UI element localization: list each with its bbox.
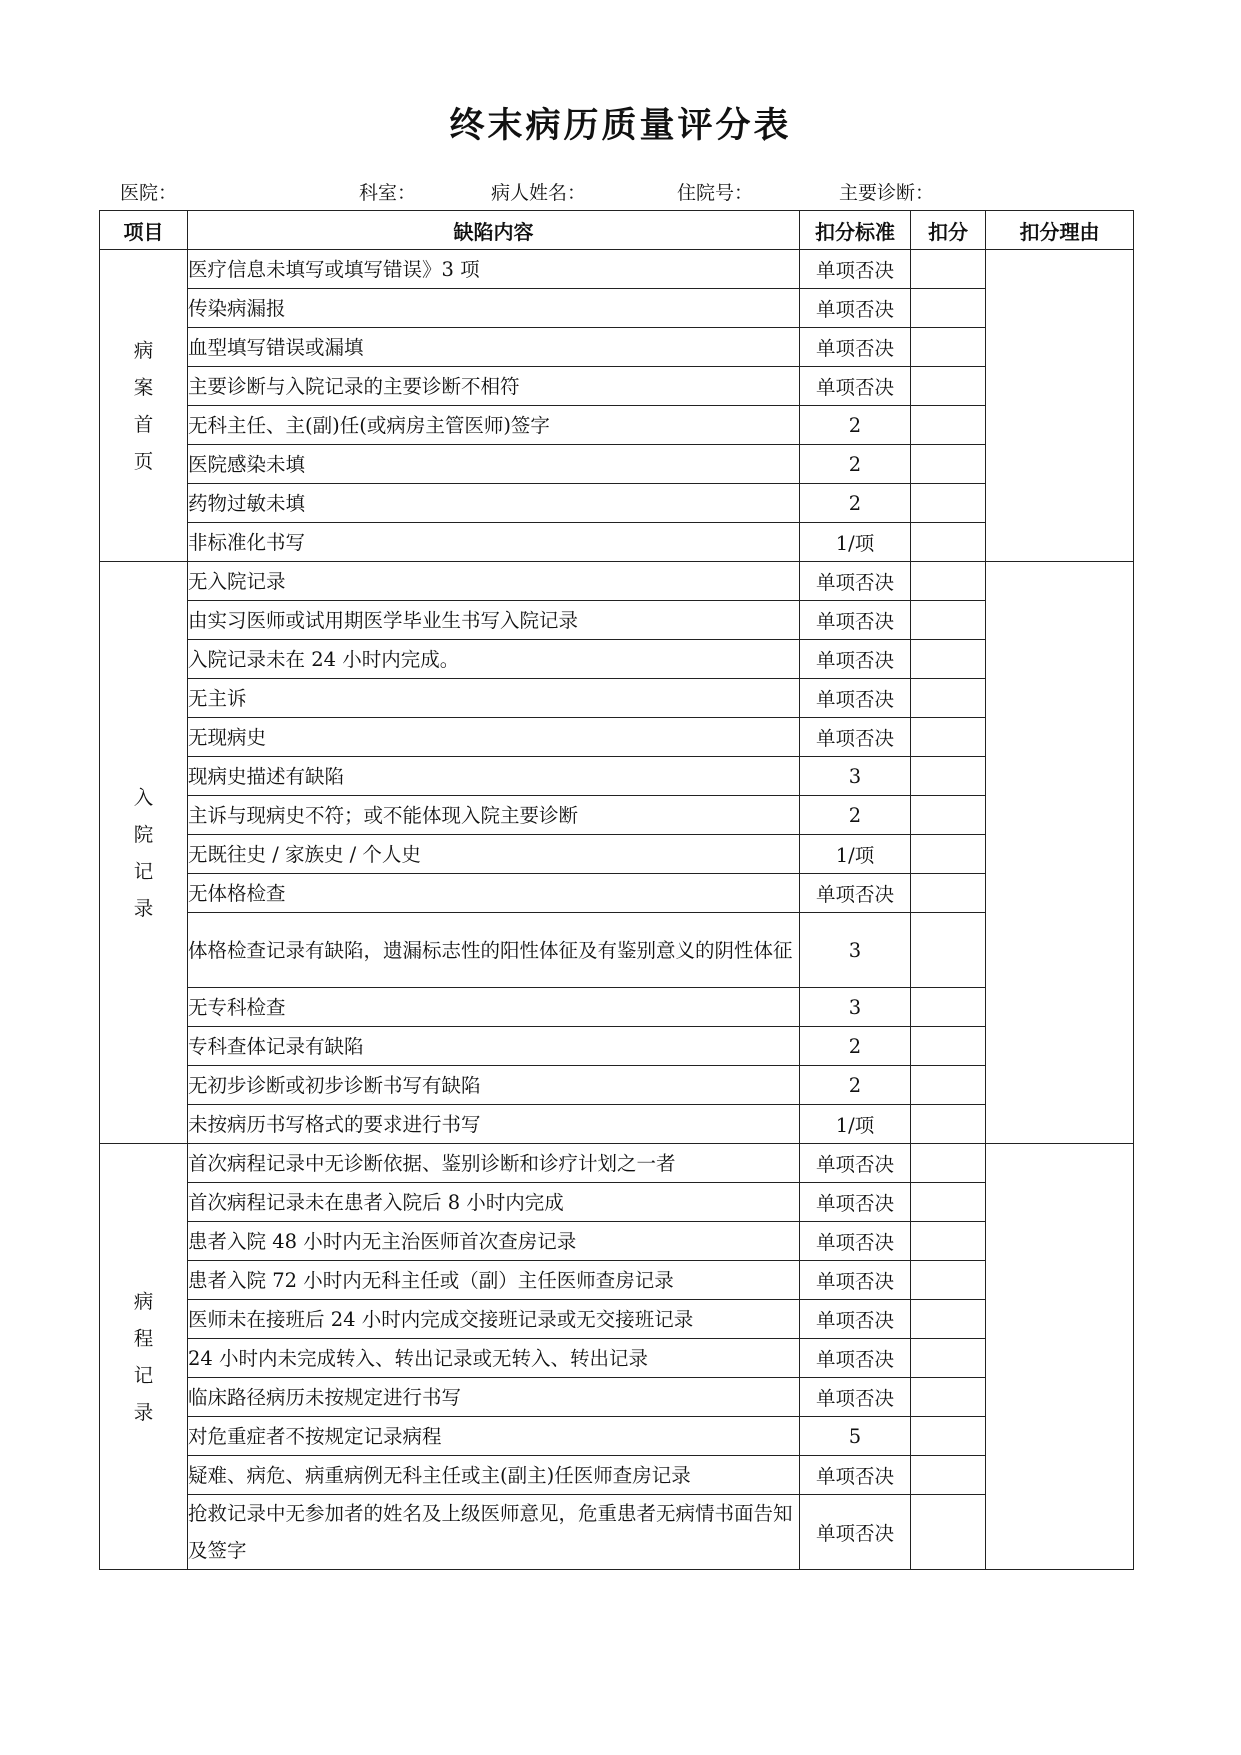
deduction-standard: 2	[800, 796, 911, 835]
deduction-cell[interactable]	[911, 1105, 986, 1144]
defect-content: 由实习医师或试用期医学毕业生书写入院记录	[188, 601, 800, 640]
defect-content: 主诉与现病史不符；或不能体现入院主要诊断	[188, 796, 800, 835]
table-row	[100, 523, 1134, 562]
deduction-cell[interactable]	[911, 328, 986, 367]
deduction-cell[interactable]	[911, 1066, 986, 1105]
deduction-cell[interactable]	[911, 757, 986, 796]
deduction-standard: 单项否决	[800, 601, 911, 640]
defect-content: 血型填写错误或漏填	[188, 328, 800, 367]
deduction-cell[interactable]	[911, 601, 986, 640]
deduction-cell[interactable]	[911, 796, 986, 835]
deduction-standard: 2	[800, 445, 911, 484]
deduction-standard: 单项否决	[800, 1378, 911, 1417]
section-label-char: 院	[133, 822, 154, 846]
table-row	[100, 250, 1134, 289]
deduction-standard: 单项否决	[800, 250, 911, 289]
table-row	[100, 640, 1134, 679]
defect-content: 未按病历书写格式的要求进行书写	[188, 1105, 800, 1144]
deduction-standard: 单项否决	[800, 1183, 911, 1222]
table-row	[100, 988, 1134, 1027]
deduction-standard: 单项否决	[800, 562, 911, 601]
deduction-standard: 单项否决	[800, 1456, 911, 1495]
deduction-standard: 2	[800, 406, 911, 445]
defect-content: 无专科检查	[188, 988, 800, 1027]
deduction-cell[interactable]	[911, 1222, 986, 1261]
deduction-cell[interactable]	[911, 406, 986, 445]
table-row	[100, 601, 1134, 640]
table-row	[100, 1105, 1134, 1144]
table-row	[100, 913, 1134, 988]
defect-content: 无既往史 / 家族史 / 个人史	[188, 835, 800, 874]
header-row	[100, 211, 1134, 250]
table-row	[100, 718, 1134, 757]
table-row	[100, 1300, 1134, 1339]
form-title: 终末病历质量评分表	[449, 106, 792, 146]
deduction-standard: 3	[800, 988, 911, 1027]
deduction-cell[interactable]	[911, 1261, 986, 1300]
deduction-standard: 单项否决	[800, 328, 911, 367]
table-row	[100, 562, 1134, 601]
section-label	[100, 1144, 188, 1570]
deduction-cell[interactable]	[911, 874, 986, 913]
header-reason: 扣分理由	[986, 211, 1134, 250]
deduction-cell[interactable]	[911, 913, 986, 988]
defect-content: 医院感染未填	[188, 445, 800, 484]
defect-content: 首次病程记录未在患者入院后 8 小时内完成	[188, 1183, 800, 1222]
deduction-standard: 3	[800, 913, 911, 988]
department-label: 科室：	[359, 182, 417, 204]
deduction-cell[interactable]	[911, 445, 986, 484]
table-row	[100, 796, 1134, 835]
defect-content: 患者入院 72 小时内无科主任或（副）主任医师查房记录	[188, 1261, 800, 1300]
deduction-cell[interactable]	[911, 1027, 986, 1066]
defect-content: 主要诊断与入院记录的主要诊断不相符	[188, 367, 800, 406]
deduction-cell[interactable]	[911, 1417, 986, 1456]
header-standard: 扣分标准	[800, 211, 911, 250]
deduction-cell[interactable]	[911, 988, 986, 1027]
table-row	[100, 757, 1134, 796]
table-row	[100, 1261, 1134, 1300]
defect-content: 首次病程记录中无诊断依据、鉴别诊断和诊疗计划之一者	[188, 1144, 800, 1183]
table-row	[100, 1495, 1134, 1570]
table-row	[100, 679, 1134, 718]
deduction-cell[interactable]	[911, 1183, 986, 1222]
deduction-standard: 单项否决	[800, 367, 911, 406]
deduction-cell[interactable]	[911, 367, 986, 406]
section-label-char: 程	[133, 1326, 154, 1350]
table-row	[100, 1144, 1134, 1183]
section-label-char: 入	[133, 785, 154, 809]
section-label-char: 记	[133, 1363, 154, 1387]
deduction-standard: 单项否决	[800, 718, 911, 757]
main-diagnosis-label: 主要诊断：	[839, 182, 935, 204]
deduction-standard: 2	[800, 1027, 911, 1066]
deduction-standard: 2	[800, 484, 911, 523]
header-deduction: 扣分	[911, 211, 986, 250]
table-row	[100, 445, 1134, 484]
deduction-standard: 单项否决	[800, 1300, 911, 1339]
section-label-char: 记	[133, 859, 154, 883]
table-row	[100, 484, 1134, 523]
deduction-cell[interactable]	[911, 718, 986, 757]
header-defect: 缺陷内容	[188, 211, 800, 250]
table-row	[100, 328, 1134, 367]
deduction-standard: 3	[800, 757, 911, 796]
deduction-cell[interactable]	[911, 1300, 986, 1339]
deduction-standard: 单项否决	[800, 1261, 911, 1300]
defect-content: 无主诉	[188, 679, 800, 718]
deduction-standard: 单项否决	[800, 289, 911, 328]
table-row	[100, 367, 1134, 406]
section-label-char: 病	[133, 338, 154, 362]
defect-content: 抢救记录中无参加者的姓名及上级医师意见，危重患者无病情书面告知及签字	[188, 1495, 800, 1570]
deduction-reason-cell[interactable]	[986, 562, 1134, 1144]
defect-content: 药物过敏未填	[188, 484, 800, 523]
deduction-cell[interactable]	[911, 250, 986, 289]
table-row	[100, 1066, 1134, 1105]
defect-content: 非标准化书写	[188, 523, 800, 562]
table-row	[100, 1339, 1134, 1378]
score-table	[99, 210, 1134, 1570]
deduction-standard: 单项否决	[800, 640, 911, 679]
hospital-label: 医院：	[120, 182, 178, 204]
deduction-standard: 2	[800, 1066, 911, 1105]
deduction-cell[interactable]	[911, 523, 986, 562]
defect-content: 无现病史	[188, 718, 800, 757]
section-label-char: 录	[133, 896, 154, 920]
deduction-standard: 1/项	[800, 1105, 911, 1144]
defect-content: 传染病漏报	[188, 289, 800, 328]
table-body	[100, 250, 1134, 1570]
defect-content: 24 小时内未完成转入、转出记录或无转入、转出记录	[188, 1339, 800, 1378]
deduction-cell[interactable]	[911, 1456, 986, 1495]
section-label-char: 录	[133, 1400, 154, 1424]
table-row	[100, 1222, 1134, 1261]
patient-name-label: 病人姓名：	[491, 182, 587, 204]
deduction-standard: 单项否决	[800, 1144, 911, 1183]
admission-number-label: 住院号：	[677, 182, 754, 204]
deduction-standard: 5	[800, 1417, 911, 1456]
table-row	[100, 1456, 1134, 1495]
deduction-standard: 1/项	[800, 523, 911, 562]
deduction-cell[interactable]	[911, 1144, 986, 1183]
deduction-cell[interactable]	[911, 484, 986, 523]
defect-content: 对危重症者不按规定记录病程	[188, 1417, 800, 1456]
section-label	[100, 250, 188, 562]
header-item: 项目	[100, 211, 188, 250]
defect-content: 专科查体记录有缺陷	[188, 1027, 800, 1066]
section-label-char: 首	[133, 412, 154, 436]
deduction-standard: 单项否决	[800, 1222, 911, 1261]
deduction-cell[interactable]	[911, 679, 986, 718]
section-label-char: 页	[133, 449, 154, 473]
defect-content: 医疗信息未填写或填写错误》3 项	[188, 250, 800, 289]
table-row	[100, 1417, 1134, 1456]
table-row	[100, 1027, 1134, 1066]
section-label-char: 病	[133, 1289, 154, 1313]
defect-content: 医师未在接班后 24 小时内完成交接班记录或无交接班记录	[188, 1300, 800, 1339]
deduction-cell[interactable]	[911, 1339, 986, 1378]
deduction-standard: 单项否决	[800, 1495, 911, 1570]
table-row	[100, 835, 1134, 874]
deduction-cell[interactable]	[911, 289, 986, 328]
defect-content: 入院记录未在 24 小时内完成。	[188, 640, 800, 679]
defect-content: 现病史描述有缺陷	[188, 757, 800, 796]
table-row	[100, 1183, 1134, 1222]
table-row	[100, 289, 1134, 328]
defect-content: 体格检查记录有缺陷，遗漏标志性的阳性体征及有鉴别意义的阴性体征	[188, 913, 800, 988]
deduction-standard: 单项否决	[800, 679, 911, 718]
deduction-cell[interactable]	[911, 835, 986, 874]
section-label	[100, 562, 188, 1144]
defect-content: 患者入院 48 小时内无主治医师首次查房记录	[188, 1222, 800, 1261]
table-row	[100, 1378, 1134, 1417]
deduction-standard: 单项否决	[800, 1339, 911, 1378]
deduction-standard: 1/项	[800, 835, 911, 874]
defect-content: 无体格检查	[188, 874, 800, 913]
section-label-char: 案	[133, 375, 154, 399]
deduction-reason-cell[interactable]	[986, 250, 1134, 562]
deduction-cell[interactable]	[911, 562, 986, 601]
table-row	[100, 874, 1134, 913]
defect-content: 无科主任、主(副)任(或病房主管医师)签字	[188, 406, 800, 445]
defect-content: 无入院记录	[188, 562, 800, 601]
deduction-cell[interactable]	[911, 640, 986, 679]
deduction-standard: 单项否决	[800, 874, 911, 913]
deduction-reason-cell[interactable]	[986, 1144, 1134, 1570]
deduction-cell[interactable]	[911, 1378, 986, 1417]
table-row	[100, 406, 1134, 445]
defect-content: 无初步诊断或初步诊断书写有缺陷	[188, 1066, 800, 1105]
deduction-cell[interactable]	[911, 1495, 986, 1570]
defect-content: 疑难、病危、病重病例无科主任或主(副主)任医师查房记录	[188, 1456, 800, 1495]
defect-content: 临床路径病历未按规定进行书写	[188, 1378, 800, 1417]
